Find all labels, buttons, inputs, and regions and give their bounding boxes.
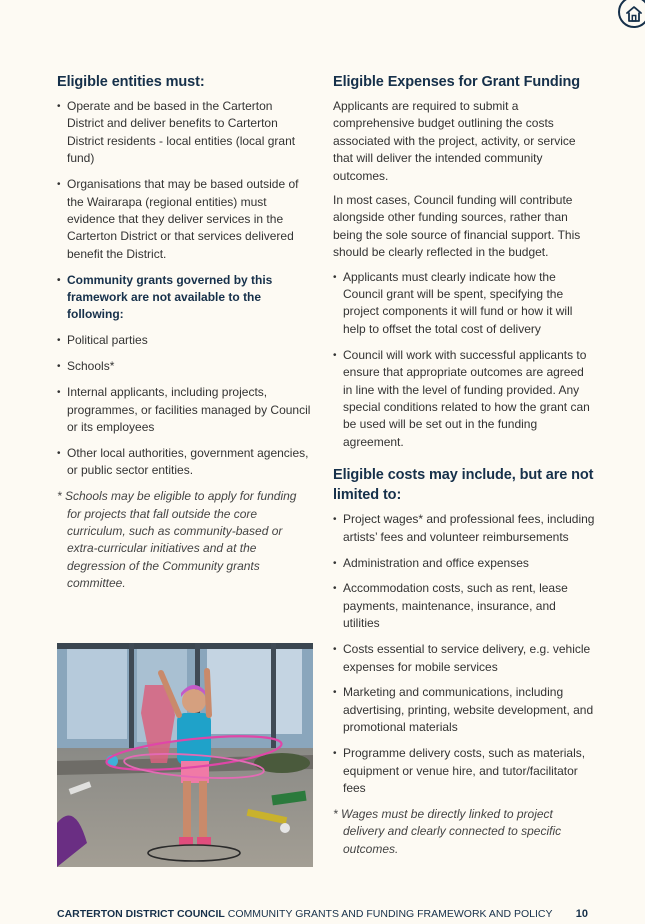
list-item: • Schools*: [57, 358, 312, 375]
right-column: [333, 72, 595, 858]
home-icon: [625, 5, 643, 23]
page-number: 10: [575, 908, 588, 920]
list-item: • Political parties: [57, 332, 312, 349]
list-item: • Project wages* and professional fees, including artists’ fees and volunteer reimbursements: [333, 511, 595, 546]
funding-sources-paragraph: In most cases, Council funding will contribute alongside other funding sources, rather than being the sole source of financial support. This should be clearly reflected in the budget.: [333, 193, 581, 260]
list-item: • Marketing and communications, including advertising, printing, website development, and promotional materials: [333, 684, 595, 736]
child-hula-hoop-photo: [57, 643, 313, 867]
list-item: • Internal applicants, including projects, programmes, or facilities managed by Council or its employees: [57, 384, 312, 436]
left-column: [57, 72, 312, 593]
list-item: • Other local authorities, government agencies, or public sector entities.: [57, 445, 312, 480]
wages-footnote: * Wages must be directly linked to project delivery and clearly connected to specific outcomes.: [333, 806, 562, 856]
grant-conditions-list: [333, 269, 595, 452]
home-button[interactable]: [618, 0, 645, 28]
eligible-entities-list: [57, 98, 312, 480]
list-item-subheading: • Community grants governed by this framework are not available to the following:: [57, 272, 312, 324]
eligible-costs-heading: Eligible costs may include, but are not limited to:: [333, 467, 594, 504]
footer-organisation: CARTERTON DISTRICT COUNCIL: [57, 908, 225, 920]
eligible-expenses-heading: Eligible Expenses for Grant Funding: [333, 74, 581, 90]
footer-document-title: COMMUNITY GRANTS AND FUNDING FRAMEWORK AND POLICY: [227, 908, 553, 920]
list-item: • Council will work with successful applicants to ensure that appropriate outcomes are agreed in line with the level of funding provided. Any special conditions related to how the grant can be used will be set out in the funding agreement.: [333, 347, 595, 451]
list-item: • Operate and be based in the Carterton District and deliver benefits to Carterton District residents - local entities (local grant fund): [57, 98, 312, 168]
budget-paragraph: Applicants are required to submit a comprehensive budget outlining the costs associated with the project, activity, or service that will deliver the intended community outcomes.: [333, 99, 576, 183]
list-item: • Accommodation costs, such as rent, lease payments, maintenance, insurance, and utilities: [333, 580, 595, 632]
list-item: • Administration and office expenses: [333, 555, 595, 572]
page-footer: [57, 907, 592, 921]
list-item: • Applicants must clearly indicate how the Council grant will be spent, specifying the project components it will fund or how it will help to offset the total cost of delivery: [333, 269, 595, 339]
list-item: • Programme delivery costs, such as materials, equipment or venue hire, and tutor/facilitator fees: [333, 745, 595, 797]
list-item: • Organisations that may be based outside of the Wairarapa (regional entities) must evidence that they deliver services in the Carterton District or that services delivered benefit the District.: [57, 176, 312, 263]
eligible-entities-heading: Eligible entities must:: [57, 74, 205, 90]
list-item: • Costs essential to service delivery, e.g. vehicle expenses for mobile services: [333, 641, 595, 676]
eligible-costs-list: [333, 511, 595, 797]
schools-footnote: * Schools may be eligible to apply for funding for projects that fall outside the core curriculum, such as community-based or extra-curricular initiatives and at the degression of the Community grants committee.: [57, 489, 297, 591]
